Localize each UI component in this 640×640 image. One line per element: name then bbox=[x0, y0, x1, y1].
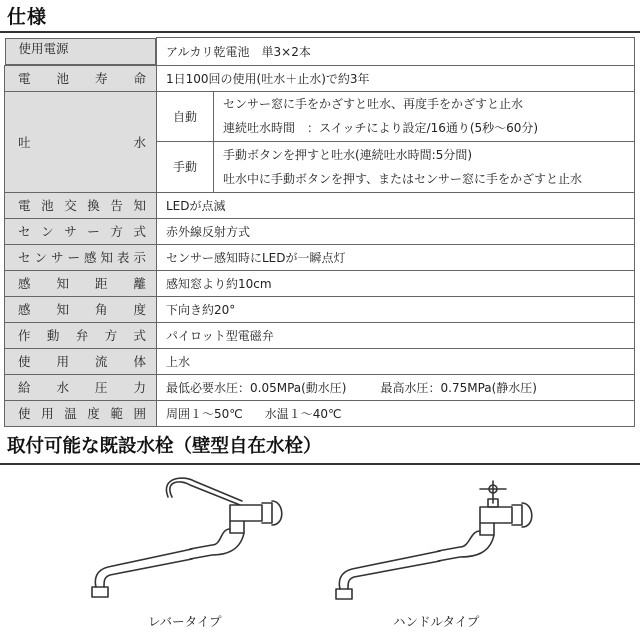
spec-row-detect-distance bbox=[5, 270, 635, 296]
label-text: 電 池 交 換 告 知 bbox=[18, 198, 146, 213]
label-text: セ ン サ ー 方 式 bbox=[18, 224, 146, 239]
section-divider bbox=[0, 463, 640, 465]
spec-label bbox=[5, 38, 157, 65]
spec-value bbox=[214, 91, 635, 142]
spec-row-sensor-type bbox=[5, 218, 635, 244]
temp-ambient: 周囲１〜50℃ bbox=[166, 406, 243, 421]
spec-value bbox=[214, 142, 635, 193]
label-text: 使 用 電 源 bbox=[18, 40, 69, 56]
spec-label bbox=[5, 322, 157, 348]
handle-type-caption: ハンドルタイプ bbox=[393, 614, 480, 629]
label-text: 作 動 弁 方 式 bbox=[18, 328, 146, 343]
label-text: 吐 bbox=[18, 134, 31, 150]
pressure-max: 最高水圧：0.75MPa(静水圧) bbox=[380, 380, 537, 395]
pressure-min: 最低必要水圧：0.05MPa(動水圧) bbox=[166, 380, 347, 395]
spec-row-pressure bbox=[5, 374, 635, 400]
spec-label bbox=[5, 296, 157, 322]
label-text: 使 用 温 度 範 囲 bbox=[18, 406, 146, 421]
spec-label bbox=[5, 65, 157, 91]
label-text: 給 水 圧 力 bbox=[18, 380, 146, 395]
spec-label bbox=[5, 192, 157, 218]
mode-label-auto: 自動 bbox=[157, 91, 214, 142]
spec-label bbox=[5, 270, 157, 296]
label-text: 感 知 角 度 bbox=[18, 302, 146, 317]
handle-faucet-illustration bbox=[320, 475, 540, 605]
label-text: セ ン サ ー 感 知 表 示 bbox=[18, 250, 146, 265]
spec-row-fluid bbox=[5, 348, 635, 374]
spec-label bbox=[5, 244, 157, 270]
spec-value: センサー感知時にLEDが一瞬点灯 bbox=[157, 244, 635, 270]
spec-value: 感知窓より約10cm bbox=[157, 270, 635, 296]
spec-value: 1日100回の使用(吐水＋止水)で約3年 bbox=[157, 65, 635, 91]
spec-row-temperature bbox=[5, 400, 635, 426]
spec-label bbox=[5, 400, 157, 426]
label-text: 感 知 距 離 bbox=[18, 276, 146, 291]
spec-row-discharge-auto bbox=[5, 91, 635, 142]
spec-value: アルカリ乾電池 単3×2本 bbox=[157, 38, 635, 66]
spec-value: パイロット型電磁弁 bbox=[157, 322, 635, 348]
value-line: センサー窓に手をかざすと吐水、再度手をかざすと止水 bbox=[223, 97, 524, 112]
label-text: 使 用 流 体 bbox=[18, 354, 146, 369]
value-line: 手動ボタンを押すと吐水(連続吐水時間:5分間) bbox=[223, 147, 473, 162]
mode-label-manual: 手動 bbox=[157, 142, 214, 193]
label-text: 電 池 寿 命 bbox=[18, 71, 146, 86]
spec-section-title: 仕様 bbox=[7, 6, 48, 28]
section-divider bbox=[0, 31, 640, 33]
spec-label bbox=[5, 218, 157, 244]
spec-row-sensor-display bbox=[5, 244, 635, 270]
spec-table bbox=[4, 37, 635, 427]
spec-row-valve-type bbox=[5, 322, 635, 348]
label-text: 水 bbox=[133, 134, 146, 150]
faucet-section-title: 取付可能な既設水栓（壁型自在水栓） bbox=[7, 436, 322, 457]
spec-value: LEDが点滅 bbox=[157, 192, 635, 218]
lever-faucet-illustration bbox=[80, 475, 300, 605]
spec-value bbox=[157, 400, 635, 426]
spec-value: 赤外線反射方式 bbox=[157, 218, 635, 244]
spec-label-discharge bbox=[5, 91, 157, 192]
spec-value: 下向き約20° bbox=[157, 296, 635, 322]
spec-label bbox=[5, 348, 157, 374]
spec-value: 上水 bbox=[157, 348, 635, 374]
value-line: 連続吐水時間 ：スイッチにより設定/16通り(5秒〜60分) bbox=[223, 121, 539, 136]
spec-value bbox=[157, 374, 635, 400]
spec-row-power bbox=[5, 38, 635, 66]
lever-type-caption: レバータイプ bbox=[148, 614, 222, 629]
spec-row-detect-angle bbox=[5, 296, 635, 322]
spec-row-battery-alert bbox=[5, 192, 635, 218]
spec-label bbox=[5, 374, 157, 400]
spec-row-battery-life bbox=[5, 65, 635, 91]
temp-water: 水温１〜40℃ bbox=[264, 406, 342, 421]
value-line: 吐水中に手動ボタンを押す、またはセンサー窓に手をかざすと止水 bbox=[223, 171, 583, 186]
